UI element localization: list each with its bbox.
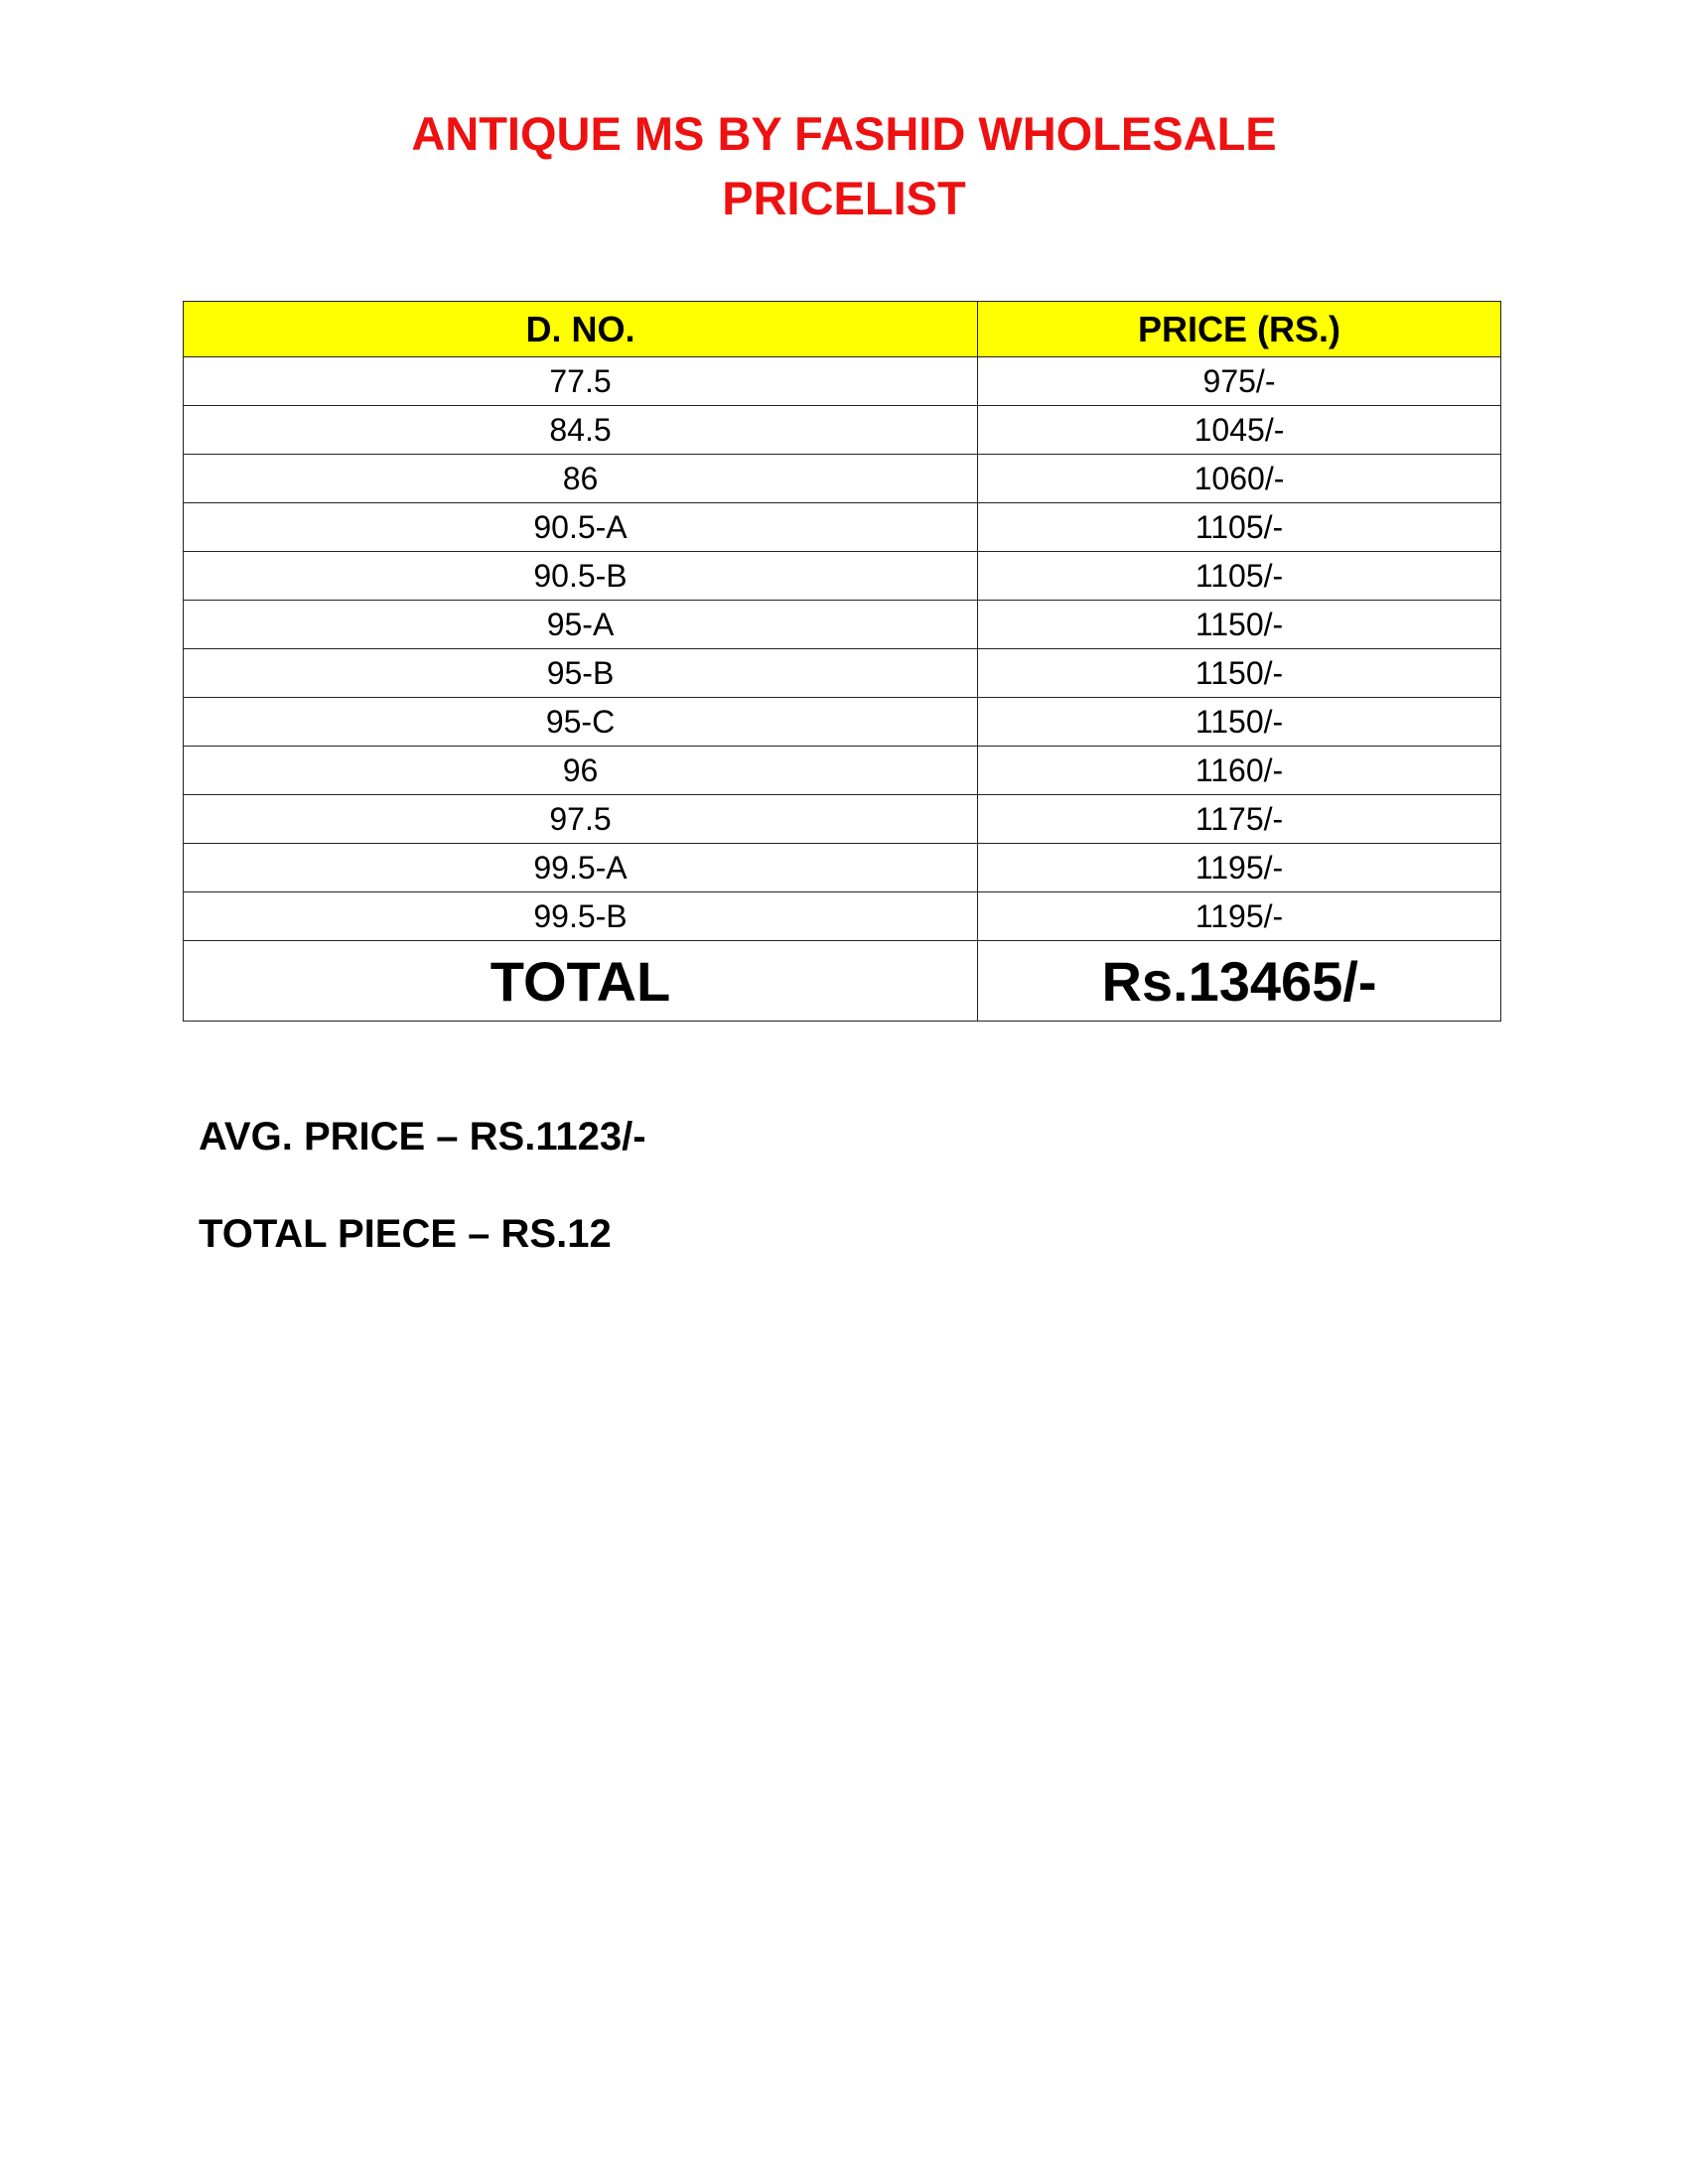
design-no-cell: 97.5 (184, 795, 978, 844)
page-title: ANTIQUE MS BY FASHID WHOLESALE (411, 107, 1277, 160)
table-row (184, 455, 1501, 503)
total-row (184, 941, 1501, 1022)
design-no-cell: 95-B (184, 649, 978, 698)
table-row (184, 795, 1501, 844)
table-row (184, 844, 1501, 892)
price-cell: 1150/- (978, 601, 1501, 649)
table-row (184, 552, 1501, 601)
column-header-price: PRICE (RS.) (978, 302, 1501, 357)
design-no-cell: 95-A (184, 601, 978, 649)
price-cell: 1105/- (978, 503, 1501, 552)
total-piece-text: TOTAL PIECE – RS.12 (199, 1212, 612, 1256)
table-row (184, 503, 1501, 552)
design-no-cell: 90.5-A (184, 503, 978, 552)
design-no-cell: 90.5-B (184, 552, 978, 601)
table-row (184, 698, 1501, 747)
price-cell: 1195/- (978, 844, 1501, 892)
price-cell: 1160/- (978, 747, 1501, 795)
design-no-cell: 84.5 (184, 406, 978, 455)
table-row (184, 406, 1501, 455)
total-label: TOTAL (184, 941, 978, 1022)
design-no-cell: 77.5 (184, 357, 978, 406)
table-row (184, 747, 1501, 795)
price-cell: 1195/- (978, 892, 1501, 941)
table-row (184, 601, 1501, 649)
design-no-cell: 86 (184, 455, 978, 503)
table-header-row (184, 302, 1501, 357)
design-no-cell: 99.5-B (184, 892, 978, 941)
design-no-cell: 96 (184, 747, 978, 795)
price-cell: 975/- (978, 357, 1501, 406)
column-header-design-no: D. NO. (184, 302, 978, 357)
price-table (183, 301, 1501, 1022)
avg-price-text: AVG. PRICE – RS.1123/- (199, 1115, 646, 1159)
price-cell: 1045/- (978, 406, 1501, 455)
price-cell: 1150/- (978, 649, 1501, 698)
design-no-cell: 95-C (184, 698, 978, 747)
table-row (184, 357, 1501, 406)
design-no-cell: 99.5-A (184, 844, 978, 892)
total-value: Rs.13465/- (978, 941, 1501, 1022)
price-cell: 1060/- (978, 455, 1501, 503)
page-subtitle: PRICELIST (722, 172, 966, 224)
table-row (184, 892, 1501, 941)
price-cell: 1175/- (978, 795, 1501, 844)
price-cell: 1105/- (978, 552, 1501, 601)
price-cell: 1150/- (978, 698, 1501, 747)
table-row (184, 649, 1501, 698)
